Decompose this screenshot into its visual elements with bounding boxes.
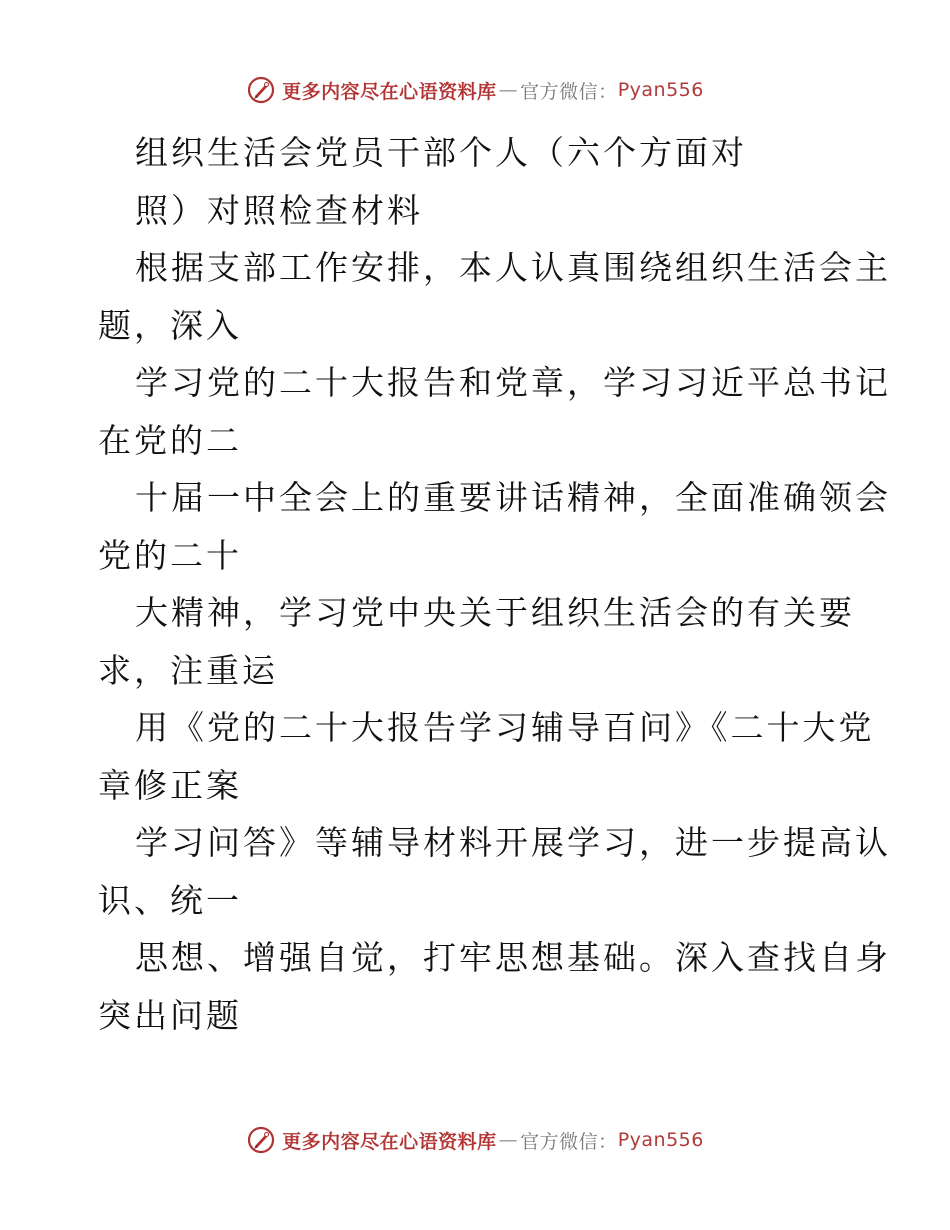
doc-line: 章修正案 [98, 765, 242, 805]
doc-line: 学习问答》等辅导材料开展学习，进一步提高认 [135, 823, 891, 862]
banner-brand-text: 更多内容尽在心语资料库 [282, 80, 497, 103]
footer-banner[interactable] [0, 1120, 950, 1160]
doc-line: 求，注重运 [98, 650, 278, 690]
doc-line: 用《党的二十大报告学习辅导百问》《二十大党 [135, 708, 875, 747]
doc-line: 突出问题 [98, 995, 242, 1035]
doc-title-line-1: 组织生活会党员干部个人（六个方面对 [135, 133, 747, 172]
banner-official-label: 官方微信： [520, 80, 618, 103]
banner-wechat-id: Pyan556 [617, 79, 704, 101]
doc-line: 党的二十 [98, 535, 242, 575]
document-body [98, 124, 891, 1044]
doc-line: 根据支部工作安排，本人认真围绕组织生活会主 [135, 248, 891, 287]
doc-line: 大精神，学习党中央关于组织生活会的有关要 [135, 593, 855, 632]
doc-line: 在党的二 [98, 420, 242, 460]
doc-line: 思想、增强自觉，打牢思想基础。深入查找自身 [135, 938, 891, 977]
quill-pen-logo-icon [246, 1125, 276, 1155]
doc-title-line-2: 照）对照检查材料 [135, 190, 423, 230]
doc-line: 十届一中全会上的重要讲话精神，全面准确领会 [135, 478, 891, 517]
doc-line: 题，深入 [98, 305, 242, 345]
banner-official-label: 官方微信： [520, 1130, 618, 1153]
banner-brand-text: 更多内容尽在心语资料库 [282, 1130, 497, 1153]
banner-dash: — [498, 79, 519, 101]
quill-pen-logo-icon [246, 75, 276, 105]
doc-line: 识、统一 [98, 880, 242, 920]
banner-dash: — [498, 1129, 519, 1151]
doc-line: 学习党的二十大报告和党章，学习习近平总书记 [135, 363, 891, 402]
banner-wechat-id: Pyan556 [617, 1129, 704, 1151]
header-banner[interactable] [0, 70, 950, 110]
